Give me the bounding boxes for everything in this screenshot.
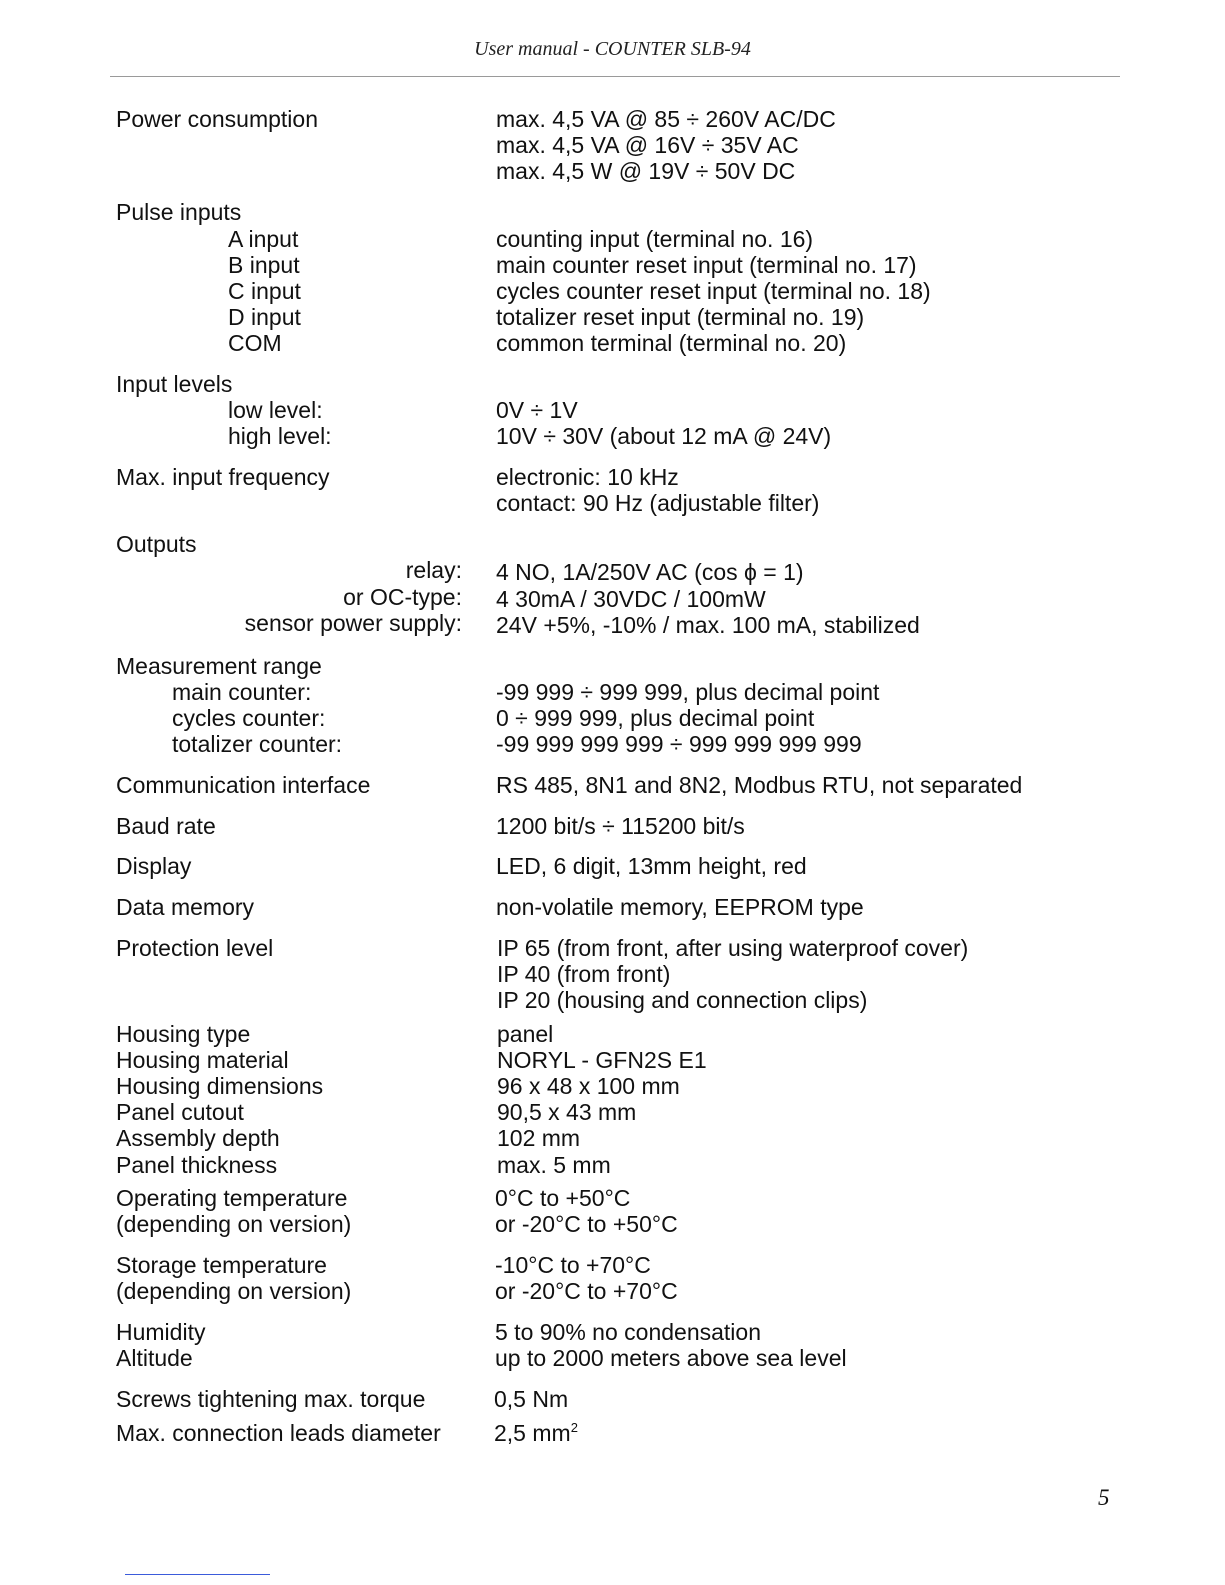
housing-dimensions-value: 96 x 48 x 100 mm [497,1073,680,1099]
pulse-c-value: cycles counter reset input (terminal no. 18) [496,278,931,304]
low-level-label: low level: [228,397,323,423]
torque-label: Screws tightening max. torque [116,1386,426,1412]
relay-label: relay: [405,557,462,583]
housing-material-label: Housing material [116,1047,289,1073]
storage-temp-value-1: -10°C to +70°C [495,1252,651,1278]
pulse-a-value: counting input (terminal no. 16) [496,226,814,252]
power-label: Power consumption [116,106,318,132]
leads-diameter-value [494,1420,578,1446]
input-levels-label: Input levels [116,371,233,397]
altitude-label: Altitude [116,1345,193,1371]
baud-rate-value: 1200 bit/s ÷ 115200 bit/s [496,813,745,839]
totalizer-counter-label: totalizer counter: [172,731,343,757]
frequency-value-2: contact: 90 Hz (adjustable filter) [496,490,820,516]
frequency-value-1: electronic: 10 kHz [496,464,679,490]
oc-type-label: or OC-type: [343,584,462,610]
panel-cutout-label: Panel cutout [116,1099,244,1125]
data-memory-label: Data memory [116,894,255,920]
assembly-depth-label: Assembly depth [116,1125,280,1151]
altitude-value: up to 2000 meters above sea level [495,1345,847,1371]
frequency-label: Max. input frequency [116,464,330,490]
relay-value: 4 NO, 1A/250V AC (cos ϕ = 1) [496,559,804,585]
pulse-inputs-label: Pulse inputs [116,199,242,225]
pulse-com-label: COM [228,330,282,356]
display-value: LED, 6 digit, 13mm height, red [496,853,807,879]
leads-diameter-number: 2,5 mm [494,1420,571,1446]
operating-temp-label: Operating temperature [116,1185,348,1211]
panel-thickness-value: max. 5 mm [497,1152,611,1178]
high-level-value: 10V ÷ 30V (about 12 mA @ 24V) [496,423,832,449]
baud-rate-label: Baud rate [116,813,216,839]
pulse-b-value: main counter reset input (terminal no. 17) [496,252,917,278]
header-divider [110,76,1120,77]
operating-temp-value-1: 0°C to +50°C [495,1185,631,1211]
humidity-label: Humidity [116,1319,206,1345]
page-header: User manual - COUNTER SLB-94 [474,38,751,60]
power-value-1: max. 4,5 VA @ 85 ÷ 260V AC/DC [496,106,836,132]
comm-interface-value: RS 485, 8N1 and 8N2, Modbus RTU, not separated [496,772,1023,798]
operating-temp-value-2: or -20°C to +50°C [495,1211,678,1237]
operating-temp-note: (depending on version) [116,1211,352,1237]
pulse-b-label: B input [228,252,300,278]
main-counter-label: main counter: [172,679,312,705]
housing-material-value: NORYL - GFN2S E1 [497,1047,707,1073]
footer-rule [125,1574,270,1575]
leads-diameter-label: Max. connection leads diameter [116,1420,441,1446]
sensor-supply-label: sensor power supply: [244,610,462,636]
protection-value-1: IP 65 (from front, after using waterproof cover) [497,935,969,961]
storage-temp-value-2: or -20°C to +70°C [495,1278,678,1304]
protection-value-3: IP 20 (housing and connection clips) [497,987,868,1013]
sensor-supply-value: 24V +5%, -10% / max. 100 mA, stabilized [496,612,920,638]
torque-value: 0,5 Nm [494,1386,569,1412]
pulse-d-value: totalizer reset input (terminal no. 19) [496,304,865,330]
measurement-range-label: Measurement range [116,653,322,679]
pulse-com-value: common terminal (terminal no. 20) [496,330,847,356]
pulse-a-label: A input [228,226,299,252]
storage-temp-label: Storage temperature [116,1252,327,1278]
cycles-counter-value: 0 ÷ 999 999, plus decimal point [496,705,815,731]
leads-diameter-superscript: 2 [570,1420,578,1435]
high-level-label: high level: [228,423,332,449]
main-counter-value: -99 999 ÷ 999 999, plus decimal point [496,679,880,705]
oc-type-value: 4 30mA / 30VDC / 100mW [496,586,766,612]
data-memory-value: non-volatile memory, EEPROM type [496,894,864,920]
protection-label: Protection level [116,935,274,961]
housing-dimensions-label: Housing dimensions [116,1073,324,1099]
panel-cutout-value: 90,5 x 43 mm [497,1099,637,1125]
outputs-label: Outputs [116,531,197,557]
display-label: Display [116,853,192,879]
assembly-depth-value: 102 mm [497,1125,581,1151]
power-value-2: max. 4,5 VA @ 16V ÷ 35V AC [496,132,799,158]
housing-type-value: panel [497,1021,554,1047]
page-number: 5 [1098,1485,1110,1510]
low-level-value: 0V ÷ 1V [496,397,578,423]
power-value-3: max. 4,5 W @ 19V ÷ 50V DC [496,158,796,184]
panel-thickness-label: Panel thickness [116,1152,278,1178]
housing-type-label: Housing type [116,1021,251,1047]
totalizer-counter-value: -99 999 999 999 ÷ 999 999 999 999 [496,731,862,757]
storage-temp-note: (depending on version) [116,1278,352,1304]
comm-interface-label: Communication interface [116,772,371,798]
protection-value-2: IP 40 (from front) [497,961,671,987]
pulse-c-label: C input [228,278,301,304]
cycles-counter-label: cycles counter: [172,705,326,731]
humidity-value: 5 to 90% no condensation [495,1319,761,1345]
pulse-d-label: D input [228,304,301,330]
